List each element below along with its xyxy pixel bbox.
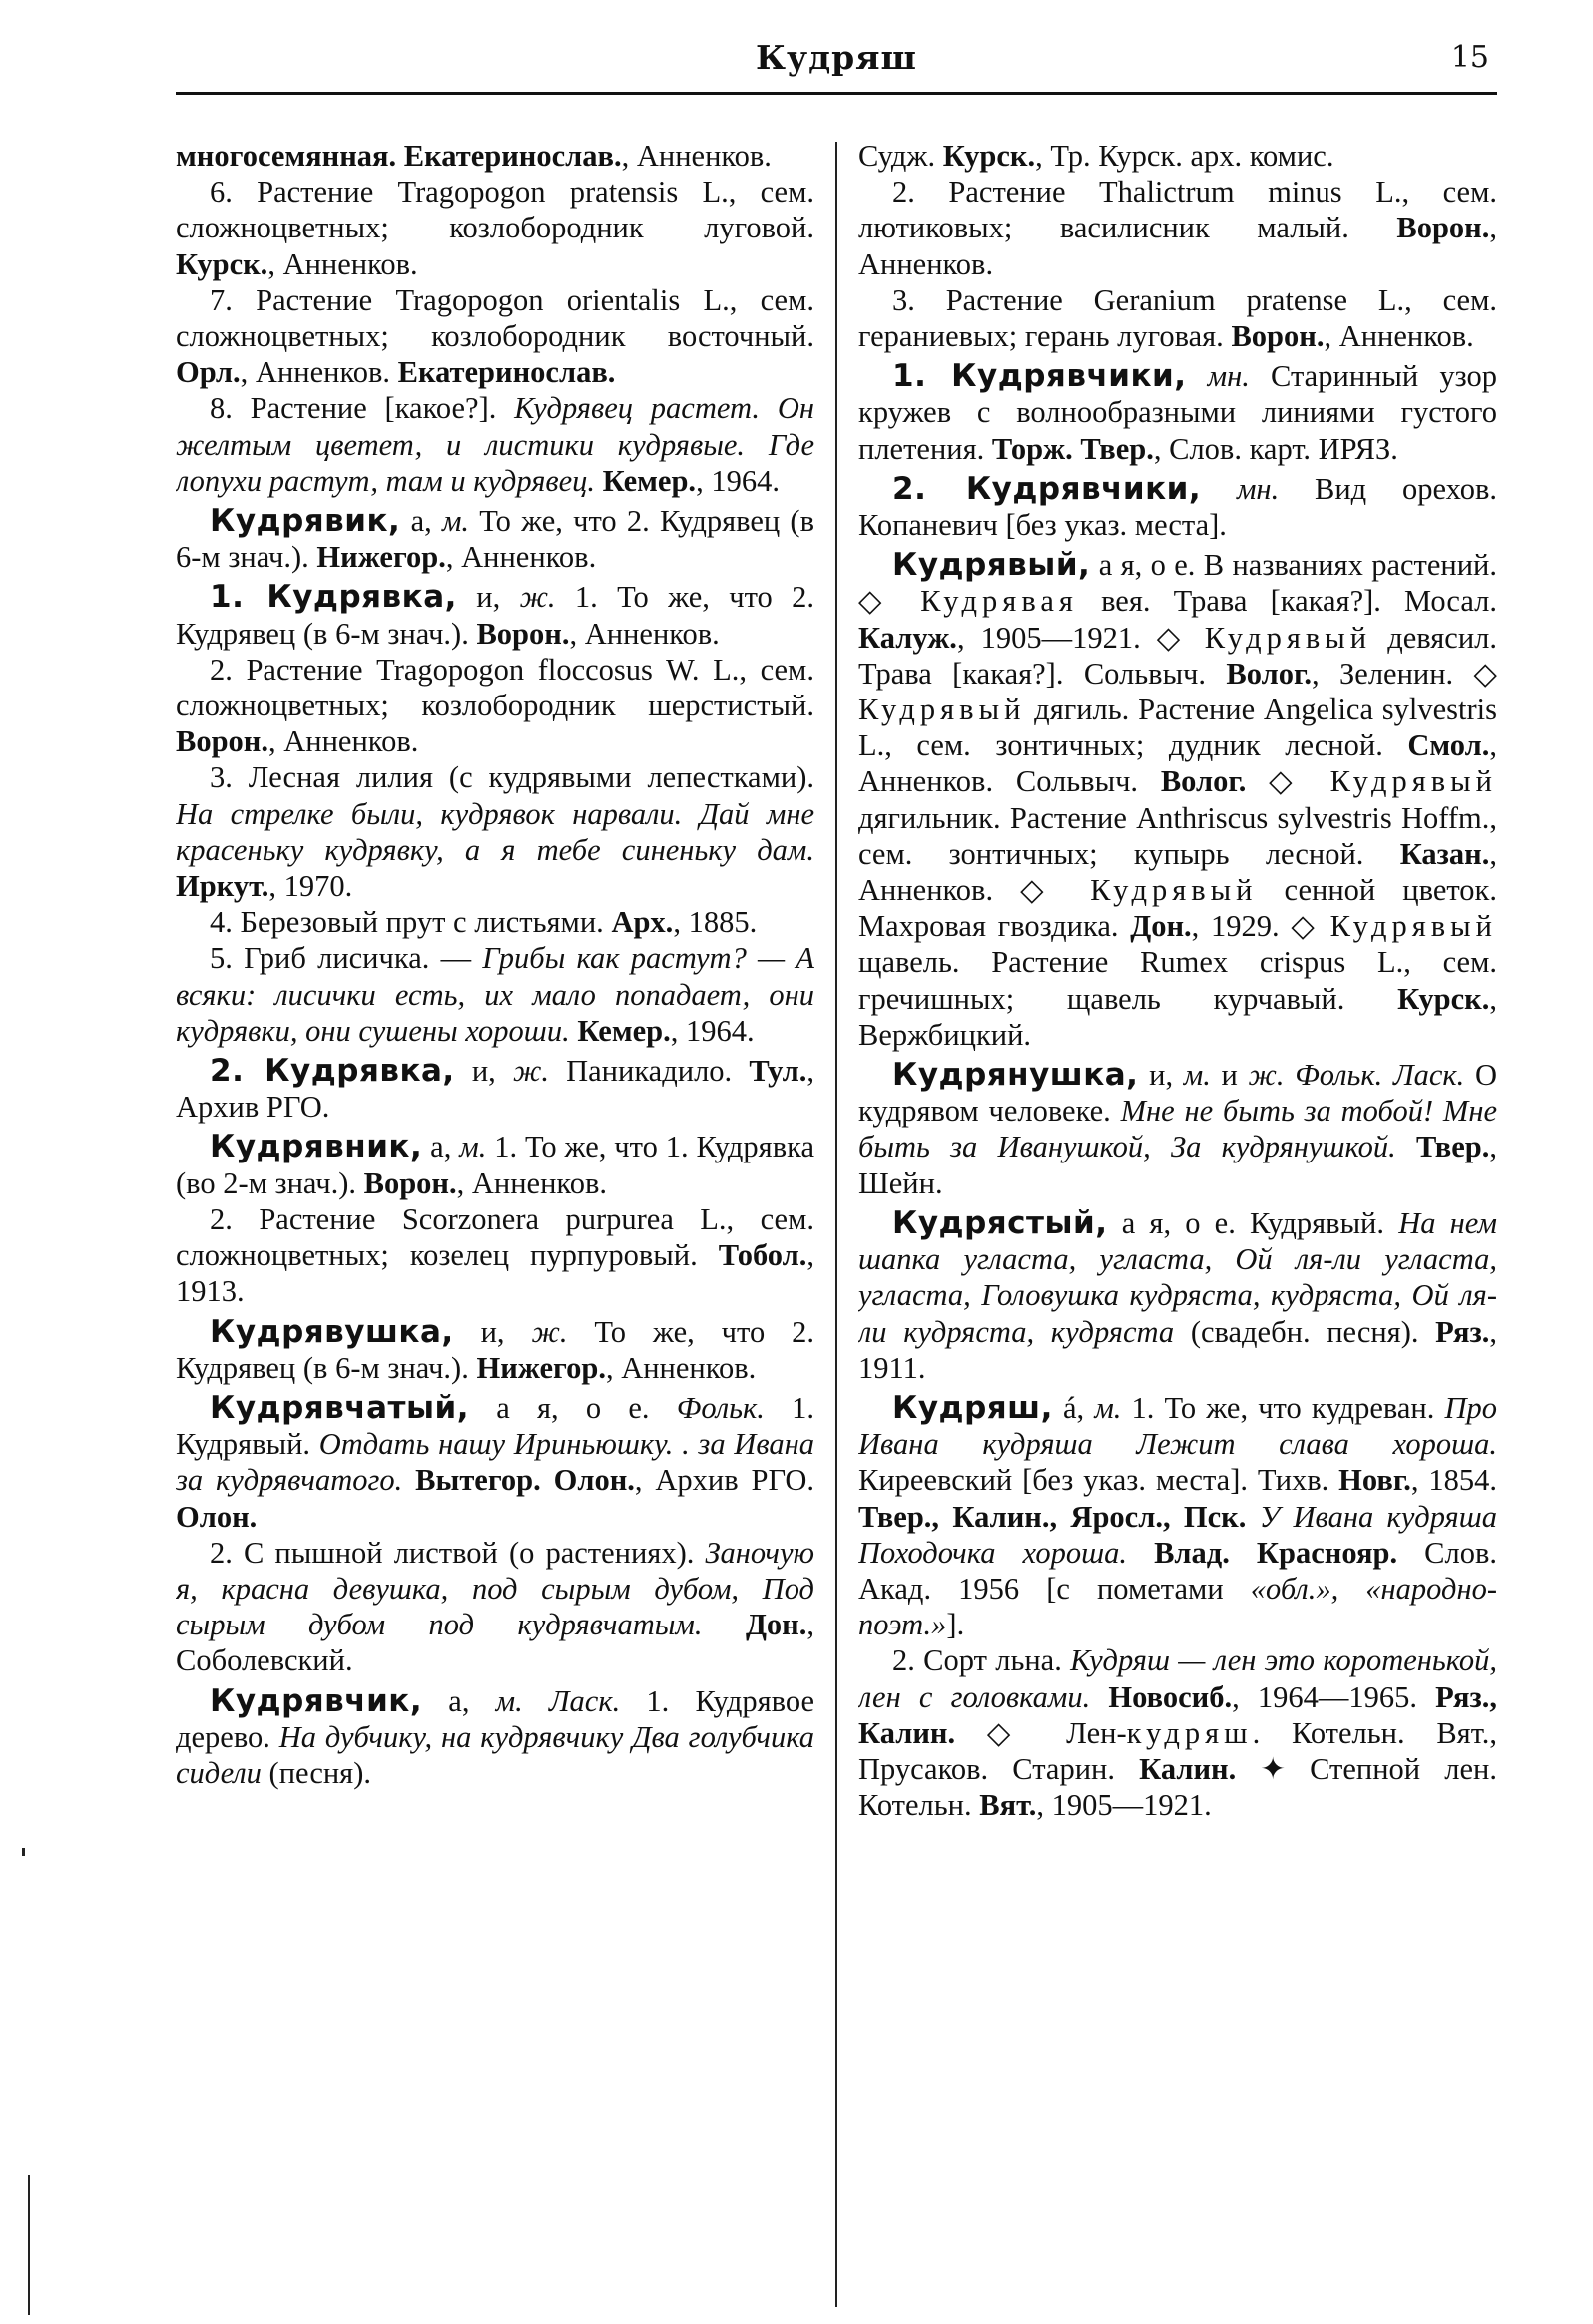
entry-text: 5. Гриб лисичка. — [210, 941, 483, 976]
entry-sense [176, 138, 814, 174]
italic-text: м. [459, 1130, 487, 1164]
entry-text [402, 1463, 415, 1497]
spaced-term: Кудрявый [1329, 764, 1497, 799]
entry-text: 2. С пышной листвой (о растениях). [210, 1535, 706, 1570]
right-column [858, 138, 1497, 2313]
italic-text: м. [1094, 1390, 1122, 1425]
region-label: Нижегор. [316, 540, 446, 575]
italic-text: Грибы как растут? — А всяки: лисички есть, их мало попадает, они кудрявки, они сушены хороши. [176, 941, 814, 1048]
region-label: Твер., Калин., Яросл., Пск. [858, 1499, 1247, 1534]
entry-text: , 1913. [176, 1238, 814, 1309]
headword: 1. Кудрявчики, [892, 358, 1187, 395]
region-label: Кемер. [602, 463, 697, 498]
region-label: Смол. [1407, 728, 1490, 763]
italic-text: м. Ласк. [495, 1683, 621, 1718]
dictionary-entry [176, 1129, 814, 1200]
entry-text: , Анненков. [267, 246, 418, 281]
entry-text: , 1929. ◇ [1191, 909, 1330, 944]
headword: Кудрявчик, [210, 1682, 423, 1719]
headword: Кудряш, [892, 1389, 1053, 1426]
entry-text: , Архив РГО. [634, 1463, 814, 1498]
italic-text: ж. Фольк. Ласк. [1248, 1058, 1465, 1093]
headword: Кудрянушка, [892, 1057, 1139, 1094]
entry-text: девясил. Трава [какая?]. Сольвыч. [858, 620, 1497, 691]
running-head [178, 34, 1495, 90]
entry-text: (свадебн. песня). [1174, 1314, 1436, 1349]
region-label: Орл. [176, 355, 241, 390]
entry-text: и, [1138, 1058, 1184, 1093]
italic-text: На нем шапка угласта, угласта, Ой ля-ли угласта, угласта, Головушка кудряста, кудряста, Ой ля-ли кудряста, кудряста [858, 1205, 1497, 1349]
dictionary-entry [176, 1053, 814, 1125]
entry-sense [176, 652, 814, 760]
italic-text: У Ивана кудряша Походочка хороша. [858, 1499, 1497, 1570]
entry-text: и [1210, 1058, 1249, 1093]
region-label: Новг. [1338, 1463, 1411, 1498]
region-label: Калин. [1139, 1751, 1237, 1786]
entry-text: , Анненков. [456, 1165, 607, 1200]
dictionary-entry [858, 1057, 1497, 1201]
entry-text: Паникадило. [548, 1054, 750, 1089]
entry-text: , 1964. [670, 1013, 755, 1048]
region-label: Влад. Краснояр. [1154, 1535, 1398, 1570]
dictionary-entry [176, 1390, 814, 1535]
entry-text: , Анненков. [621, 139, 772, 173]
entry-text: дягиль. Растение Angelica sylvestris L., сем. зонтичных; дудник лесной. [858, 693, 1497, 763]
italic-text: м. [441, 504, 470, 539]
entry-text: , Анненков. [240, 355, 398, 390]
entry-text: Судж. [858, 139, 943, 173]
entry-text: , 1964. [696, 463, 780, 498]
entry-text: сенной цветок. Махровая гвоздика. [858, 873, 1497, 944]
entry-text: , Слов. карт. ИРЯЗ. [1153, 431, 1398, 466]
region-label: Казан. [1399, 836, 1490, 871]
region-label: Новосиб. [1108, 1679, 1233, 1714]
headword: Кудрявник, [210, 1129, 423, 1165]
dictionary-entry [858, 1205, 1497, 1386]
headword: Кудрявчатый, [210, 1389, 469, 1426]
region-label: Тул. [749, 1054, 807, 1089]
entry-text: щавель. Растение Rumex crispus L., сем. гречишных; щавель курчавый. [858, 945, 1497, 1016]
region-label: Екатеринослав. [397, 355, 616, 390]
header-rule [176, 92, 1497, 95]
dictionary-entry [858, 1390, 1497, 1642]
spaced-term: Кудрявый [1329, 909, 1497, 944]
region-label: Вытегор. Олон. [415, 1463, 635, 1498]
region-label: Ряз. [1435, 1314, 1490, 1349]
region-label: Калуж. [858, 620, 957, 655]
entry-text: 1. То же, что кудреван. [1121, 1390, 1445, 1425]
headword: Кудрявый, [892, 547, 1091, 584]
region-label: Ворон. [1231, 319, 1325, 354]
entry-text: 3. Лесная лилия (с кудрявыми лепестками). [210, 760, 814, 795]
entry-text: 7. Растение Tragopogon orientalis L., сем. сложноцветных; козлобородник восточный. [176, 282, 814, 354]
entry-text: 2. Растение Scorzonera purpurea L., сем. сложноцветных; козелец пурпуровый. [176, 1201, 814, 1273]
region-label: Вят. [979, 1788, 1037, 1823]
entry-text [1187, 359, 1208, 393]
entry-sense [176, 174, 814, 282]
dictionary-entry [858, 358, 1497, 467]
entry-text: и, [454, 1054, 513, 1089]
left-column [176, 138, 814, 2313]
entry-text: , Анненков. [858, 211, 1497, 281]
entry-text: а, [422, 1683, 496, 1718]
region-label: Арх. [611, 905, 674, 940]
entry-text [1201, 472, 1237, 506]
region-label: Ворон. [1396, 211, 1490, 245]
italic-text: Кудрявец растет. Он желтым цветет, и листики кудрявые. Где лопухи растут, там и кудрявец. [176, 391, 814, 498]
entry-text: ◇ [1246, 764, 1330, 799]
entry-text: , Шейн. [858, 1130, 1497, 1200]
entry-text: , Соболевский. [176, 1608, 814, 1678]
entry-text: 2. Сорт льна. [892, 1643, 1071, 1678]
entry-text: 8. Растение [какое?]. [210, 391, 515, 426]
entry-text: , 1970. [268, 869, 353, 904]
region-label: Олон. [176, 1499, 258, 1534]
headword: 2. Кудрявка, [210, 1053, 455, 1090]
region-label: Ворон. [363, 1165, 457, 1200]
italic-text: м. [1183, 1058, 1211, 1093]
region-label: Дон. [1130, 909, 1192, 944]
spaced-term: кудряш [1126, 1715, 1253, 1750]
entry-text: То же, что 2. Кудрявец (в 6-м знач.). [176, 1314, 814, 1385]
entry-text: 1. Кудрявый. [176, 1390, 814, 1462]
dictionary-entry [858, 471, 1497, 543]
italic-text: Мне не быть за тобой! Мне быть за Иванушкой, За кудрянушкой. [858, 1094, 1497, 1164]
italic-text: Кудряш — лен это коротенькой, лен с головками. [858, 1643, 1497, 1714]
entry-text: , 1905—1921. ◇ [956, 620, 1205, 655]
entry-text: 2. Растение Thalictrum minus L., сем. лютиковых; василисник малый. [858, 175, 1497, 245]
spaced-term: Кудрявый [1204, 620, 1372, 655]
entry-text: á, [1052, 1390, 1095, 1425]
entry-text: а я, о е. В названиях растений. ◇ [858, 548, 1497, 619]
entry-text: 1. То же, что 1. Кудрявка (во 2-м знач.). [176, 1130, 814, 1200]
entry-text: 2. Растение Tragopogon floccosus W. L., сем. сложноцветных; козлобородник шерстистый. [176, 652, 814, 723]
dictionary-entry [176, 1683, 814, 1792]
margin-mark [22, 1848, 25, 1856]
entry-text: Слов. Акад. 1956 [с пометами [858, 1535, 1497, 1606]
dictionary-entry [858, 547, 1497, 1053]
dictionary-entry [176, 1314, 814, 1386]
entry-text: Вид орехов. Копаневич [без указ. места]. [858, 471, 1497, 543]
italic-text: «обл.», «народно-поэт.» [858, 1571, 1497, 1642]
entry-text: 6. Растение Tragopogon pratensis L., сем. сложноцветных; козлобородник луговой. [176, 175, 814, 245]
entry-text [595, 464, 603, 498]
entry-sense [858, 174, 1497, 282]
italic-text: ж. [512, 1054, 549, 1089]
entry-text: (песня). [261, 1755, 371, 1790]
entry-text [1396, 1130, 1416, 1163]
entry-sense [176, 282, 814, 391]
italic-text: мн. [1236, 471, 1280, 506]
entry-text: и, [456, 580, 520, 615]
entry-text: 4. Березовый прут с листьями. [210, 905, 612, 940]
entry-sense [176, 904, 814, 940]
entry-text: , Анненков. [569, 616, 720, 651]
entry-sense [858, 1642, 1497, 1823]
entry-text: а я, о е. Кудрявый. [1107, 1205, 1399, 1240]
column-divider [835, 142, 837, 2307]
entry-text: , Анненков. [268, 724, 419, 759]
entry-text: , 1854. [1410, 1463, 1497, 1498]
italic-text: ж. [519, 580, 556, 615]
entry-text: . Котельн. Вят., Прусаков. Старин. [858, 1715, 1497, 1786]
entry-text: вея. Трава [какая?]. Мосал. [1077, 584, 1497, 619]
entry-text [1246, 1500, 1259, 1534]
region-label: Ряз., Калин. [858, 1679, 1497, 1750]
italic-text: Про Ивана кудряша Лежит слава хороша. [858, 1390, 1497, 1462]
entry-text: , Вержбицкий. [858, 981, 1497, 1052]
dictionary-entry [176, 503, 814, 575]
italic-text: На стрелке были, кудрявок нарвали. Дай мне красеньку кудрявку, а я тебе синеньку дам. [176, 796, 814, 867]
italic-text: Заночую я, красна девушка, под сырым дубом, Под сырым дубом под кудрявчатым. [176, 1535, 814, 1642]
entry-text: а, [422, 1130, 460, 1164]
headword: Кудрявик, [210, 503, 401, 540]
dictionary-entry [176, 579, 814, 651]
region-label: Курск. [942, 139, 1036, 173]
region-label: Курск. [176, 246, 268, 281]
entry-sense [176, 390, 814, 499]
margin-mark [28, 2175, 30, 2315]
entry-text: а, [400, 504, 442, 539]
region-label: Кемер. [577, 1013, 671, 1048]
entry-text: ◇ Лен- [955, 1715, 1127, 1750]
italic-text: Фольк. [676, 1390, 765, 1425]
spaced-term: Кудрявый [1090, 873, 1258, 908]
entry-text [1090, 1680, 1108, 1714]
entry-text: 1. То же, что 2. Кудрявец (в 6-м знач.). [176, 580, 814, 651]
entry-sense [858, 138, 1497, 174]
entry-sense [176, 1201, 814, 1310]
region-label: Волог. [1226, 656, 1312, 691]
italic-text: На дубчику, на кудрявчику Два голубчика сидели [176, 1719, 814, 1790]
running-head-title: Кудряш [755, 38, 918, 77]
entry-sense [176, 759, 814, 904]
region-label: Тобол. [718, 1238, 807, 1273]
entry-text: дягильник. Растение Anthriscus sylvestris Hoffm., сем. зонтичных; купырь лесной. [858, 800, 1497, 871]
region-label: Курск. [1397, 981, 1490, 1016]
italic-text: мн. [1207, 359, 1250, 394]
entry-text: , Зеленин. ◇ [1312, 656, 1497, 691]
entry-text: , Анненков. [445, 540, 597, 575]
entry-sense [176, 1535, 814, 1679]
region-label: Нижегор. [476, 1350, 606, 1385]
headword: 2. Кудрявчики, [892, 470, 1202, 507]
entry-text: , 1905—1921. [1036, 1788, 1212, 1823]
italic-text: Отдать нашу Ириньюшку. . за Ивана за кудрявчатого. [176, 1427, 814, 1498]
headword: Кудрястый, [892, 1204, 1108, 1241]
entry-text: 1. Кудрявое дерево. [176, 1683, 814, 1754]
entry-text: ]. [946, 1608, 965, 1642]
entry-text: О кудрявом человеке. [858, 1058, 1497, 1129]
entry-text: , 1911. [858, 1314, 1497, 1385]
page-number: 15 [1450, 40, 1489, 75]
entry-text [1127, 1536, 1154, 1570]
entry-text: , Архив РГО. [176, 1054, 814, 1125]
headword: 1. Кудрявка, [210, 579, 457, 616]
region-label: Торж. Твер. [991, 431, 1154, 466]
entry-text: Старинный узор кружев с волнообразными линиями густого плетения. [858, 359, 1497, 466]
headword: Кудрявушка, [210, 1313, 454, 1350]
entry-text: , Анненков. [1324, 319, 1474, 354]
region-label: Волог. [1160, 764, 1247, 799]
entry-text: ✦ Степной лен. Котельн. [858, 1751, 1497, 1823]
entry-text: , Анненков. [605, 1350, 757, 1385]
entry-sense [858, 282, 1497, 354]
italic-text: ж. [531, 1314, 568, 1349]
entry-text: , Анненков. Сольвыч. [858, 728, 1497, 799]
region-label: Твер. [1415, 1130, 1490, 1164]
entry-text: Киреевский [без указ. места]. Тихв. [858, 1463, 1339, 1498]
entry-text [702, 1608, 745, 1641]
entry-text: , 1885. [673, 905, 758, 940]
region-label: многосемянная. Екатеринослав. [176, 139, 622, 173]
region-label: Иркут. [176, 869, 269, 904]
entry-text: То же, что 2. Кудрявец (в 6-м знач.). [176, 504, 814, 575]
entry-text: 3. Растение Geranium pratense L., сем. гераниевых; герань луговая. [858, 282, 1497, 354]
entry-sense [176, 940, 814, 1049]
entry-text: и, [453, 1314, 532, 1349]
spaced-term: Кудрявый [858, 693, 1026, 727]
entry-text: , Анненков. ◇ [858, 836, 1497, 908]
entry-text: , 1964—1965. [1232, 1679, 1436, 1714]
region-label: Ворон. [476, 616, 570, 651]
entry-text: а я, о е. [469, 1390, 677, 1425]
entry-text: , Тр. Курск. арх. комис. [1035, 139, 1334, 173]
spaced-term: Кудрявая [920, 584, 1078, 619]
region-label: Ворон. [176, 724, 269, 759]
region-label: Дон. [745, 1608, 807, 1642]
